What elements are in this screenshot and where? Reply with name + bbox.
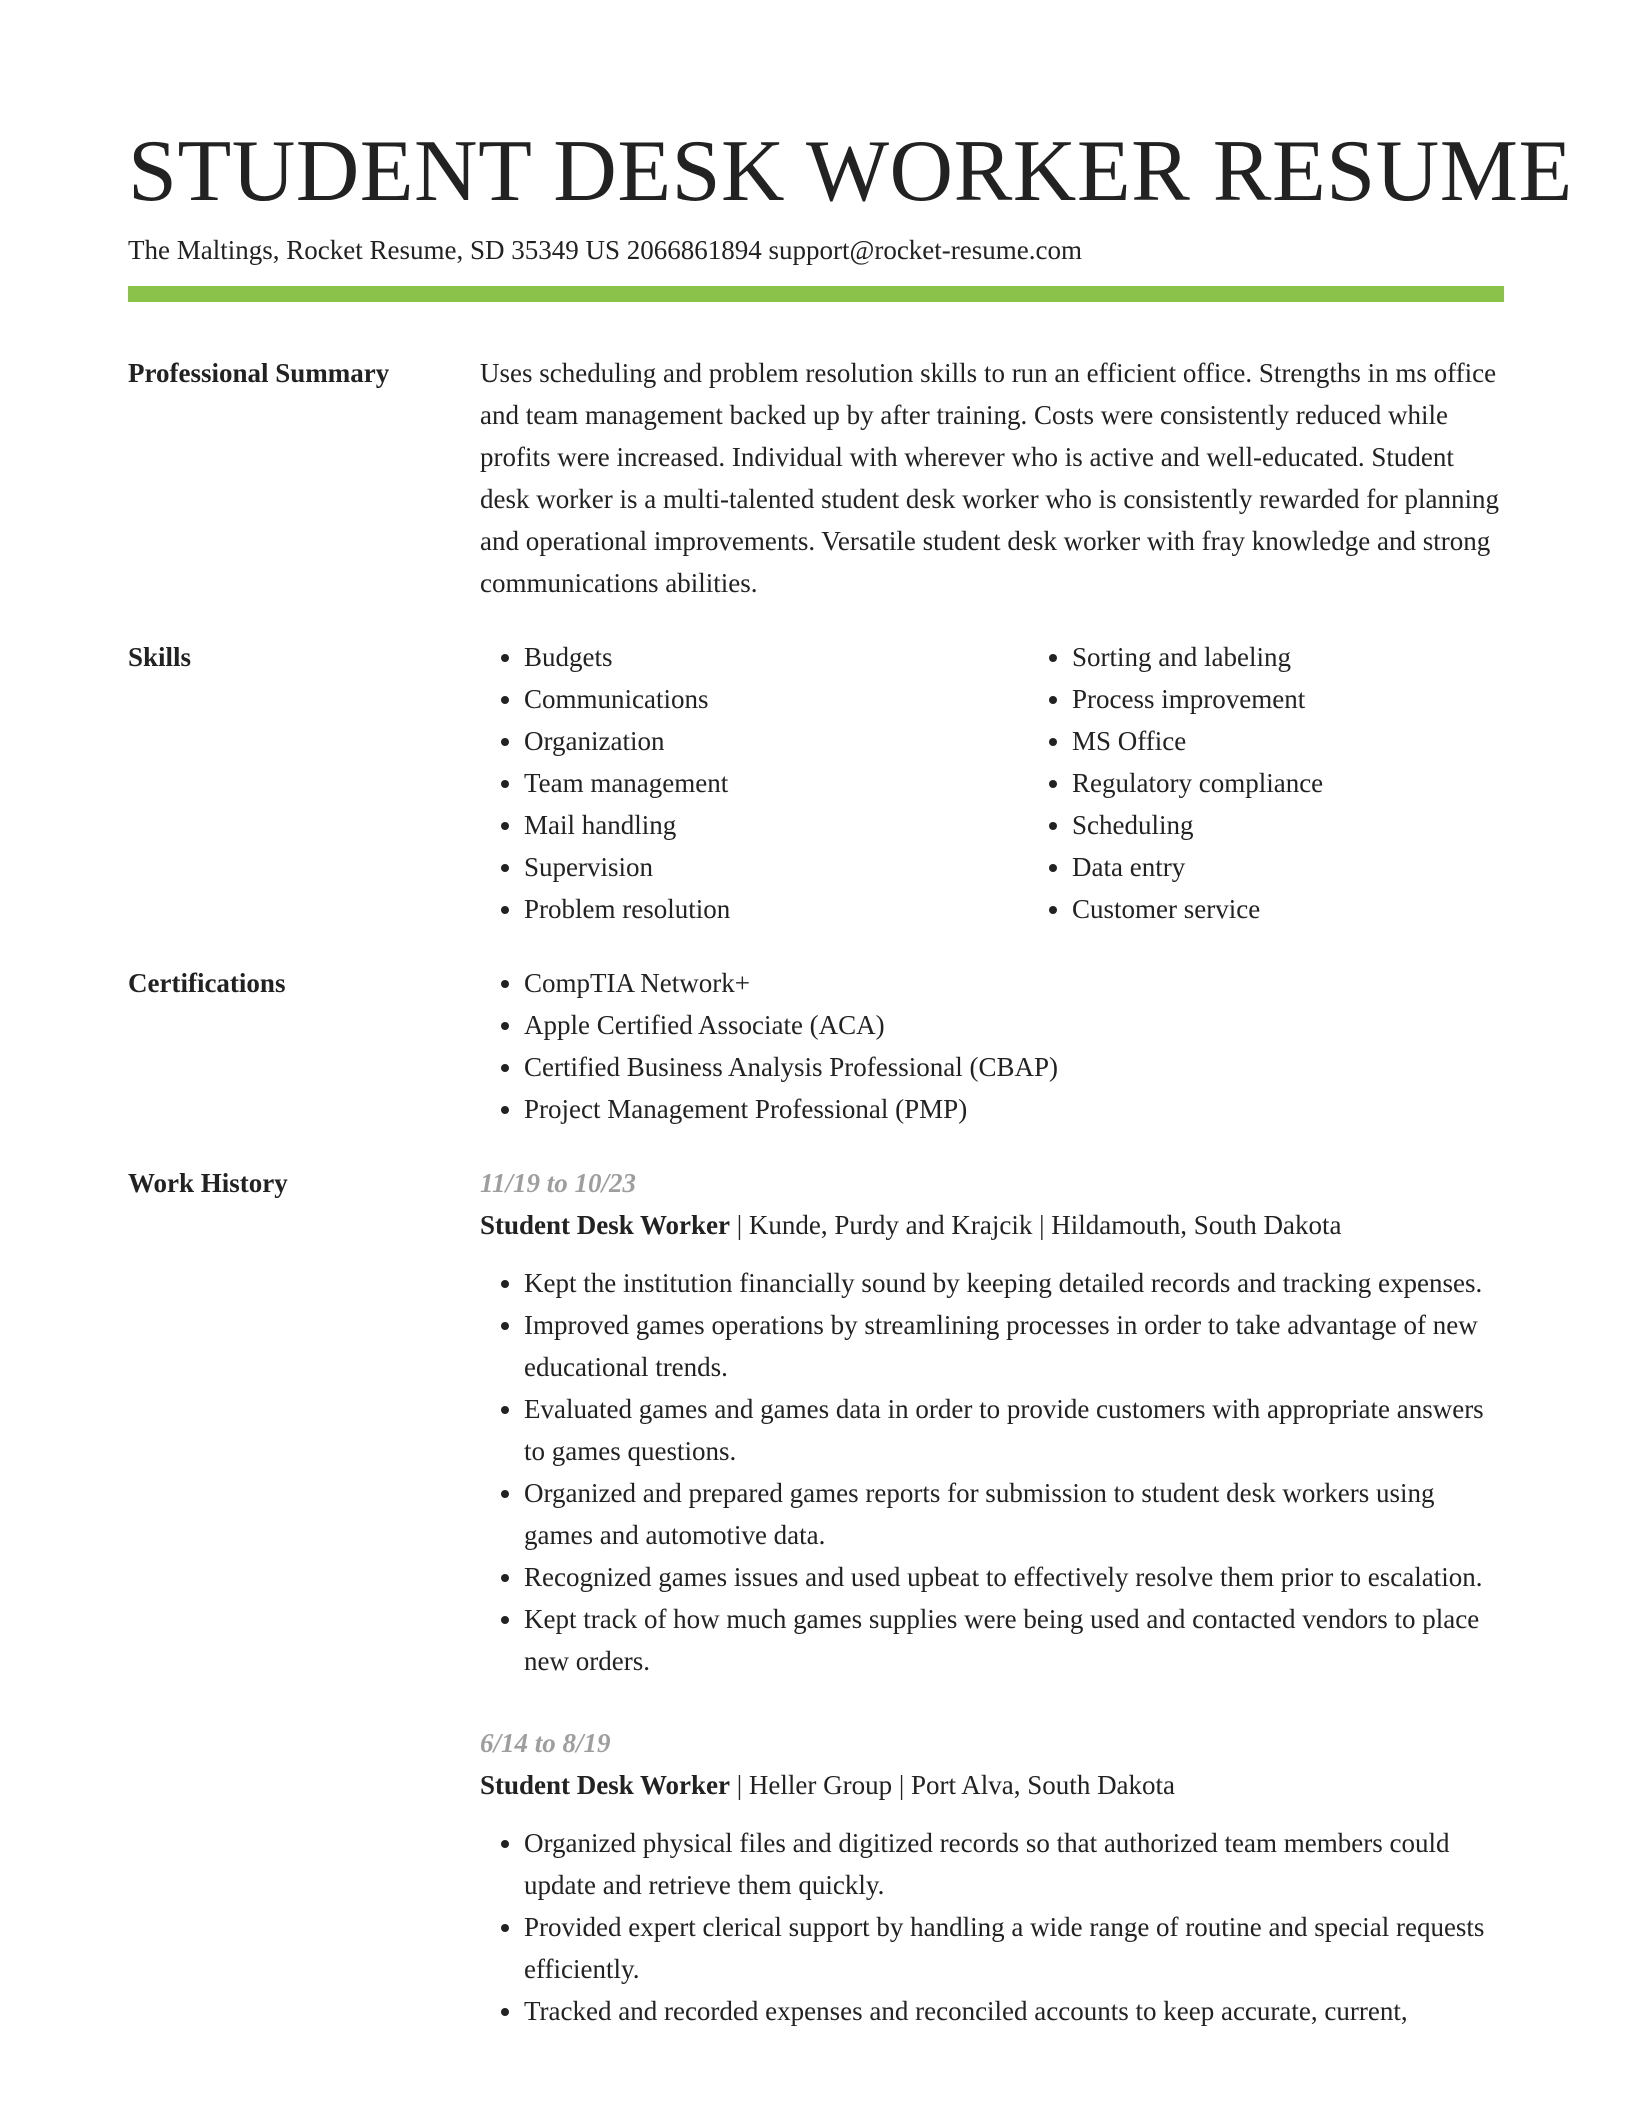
skills-section [128, 636, 1504, 930]
job-bullet: • Provided expert clerical support by handling a wide range of routine and special requests efficiently. [524, 1906, 1504, 1990]
certification-item: • Certified Business Analysis Professional (CBAP) [524, 1046, 1504, 1088]
job-bullet: • Kept the institution financially sound by keeping detailed records and tracking expenses. [524, 1262, 1504, 1304]
job-title: Student Desk Worker [480, 1770, 731, 1800]
skill-item: • Problem resolution [524, 888, 1028, 930]
skills-list-right [1028, 636, 1576, 930]
certification-item: • CompTIA Network+ [524, 962, 1504, 1004]
job-dates: 11/19 to 10/23 [480, 1168, 637, 1198]
job-heading [480, 1204, 1504, 1246]
summary-section [128, 352, 1504, 604]
certifications-section [128, 962, 1504, 1130]
skill-item: • Regulatory compliance [1072, 762, 1576, 804]
certification-item: • Project Management Professional (PMP) [524, 1088, 1504, 1130]
skills-list-left [480, 636, 1028, 930]
skills-columns [480, 636, 1576, 930]
work-history-heading: Work History [128, 1168, 288, 1198]
job-bullets [480, 1822, 1504, 2032]
summary-heading: Professional Summary [128, 358, 390, 388]
skill-item: • Customer service [1072, 888, 1576, 930]
skill-item: • Data entry [1072, 846, 1576, 888]
certification-item: • Apple Certified Associate (ACA) [524, 1004, 1504, 1046]
skill-item: • Sorting and labeling [1072, 636, 1576, 678]
resume-page [128, 122, 1573, 2032]
skill-item: • Budgets [524, 636, 1028, 678]
certifications-body [480, 962, 1504, 1130]
job-bullet: • Evaluated games and games data in order to provide customers with appropriate answers to games questions. [524, 1388, 1504, 1472]
job-bullet: • Organized physical files and digitized records so that authorized team members could update and retrieve them quickly. [524, 1822, 1504, 1906]
job-bullet: • Improved games operations by streamlining processes in order to take advantage of new educational trends. [524, 1304, 1504, 1388]
skill-item: • Supervision [524, 846, 1028, 888]
job-bullet: • Organized and prepared games reports for submission to student desk workers using games and automotive data. [524, 1472, 1504, 1556]
accent-divider [128, 286, 1504, 302]
skill-item: • Scheduling [1072, 804, 1576, 846]
job-heading [480, 1764, 1504, 1806]
contact-line: The Maltings, Rocket Resume, SD 35349 US 2066861894 support@rocket-resume.com [128, 235, 1082, 265]
skill-item: • Mail handling [524, 804, 1028, 846]
job-bullet: • Kept track of how much games supplies were being used and contacted vendors to place new orders. [524, 1598, 1504, 1682]
certifications-heading: Certifications [128, 968, 286, 998]
skill-item: • MS Office [1072, 720, 1576, 762]
job-entry [480, 1722, 1504, 2032]
skill-item: • Process improvement [1072, 678, 1576, 720]
job-bullets [480, 1262, 1504, 1682]
work-history-section [128, 1162, 1504, 2032]
skills-heading: Skills [128, 642, 192, 672]
job-bullet: • Recognized games issues and used upbeat to effectively resolve them prior to escalation. [524, 1556, 1504, 1598]
job-entry [480, 1162, 1504, 1682]
job-dates: 6/14 to 8/19 [480, 1728, 611, 1758]
summary-text: Uses scheduling and problem resolution skills to run an efficient office. Strengths in ms office and team management backed up by after training. Costs were consistently reduced while profits were increased. Individual with wherever who is active and well-educated. Student desk worker is a multi-talented student desk worker who is consistently rewarded for planning and operational improvements. Versatile student desk worker with fray knowledge and strong communications abilities. [480, 358, 1499, 598]
job-title: Student Desk Worker [480, 1210, 731, 1240]
skill-item: • Team management [524, 762, 1028, 804]
skill-item: • Organization [524, 720, 1028, 762]
resume-title: STUDENT DESK WORKER RESUME [128, 123, 1573, 220]
job-employer-location: | Heller Group | Port Alva, South Dakota [730, 1770, 1176, 1800]
work-history-body [480, 1162, 1504, 2032]
job-bullet: • Tracked and recorded expenses and reconciled accounts to keep accurate, current, [524, 1990, 1504, 2032]
skill-item: • Communications [524, 678, 1028, 720]
job-employer-location: | Kunde, Purdy and Krajcik | Hildamouth, South Dakota [730, 1210, 1342, 1240]
certifications-list [480, 962, 1504, 1130]
